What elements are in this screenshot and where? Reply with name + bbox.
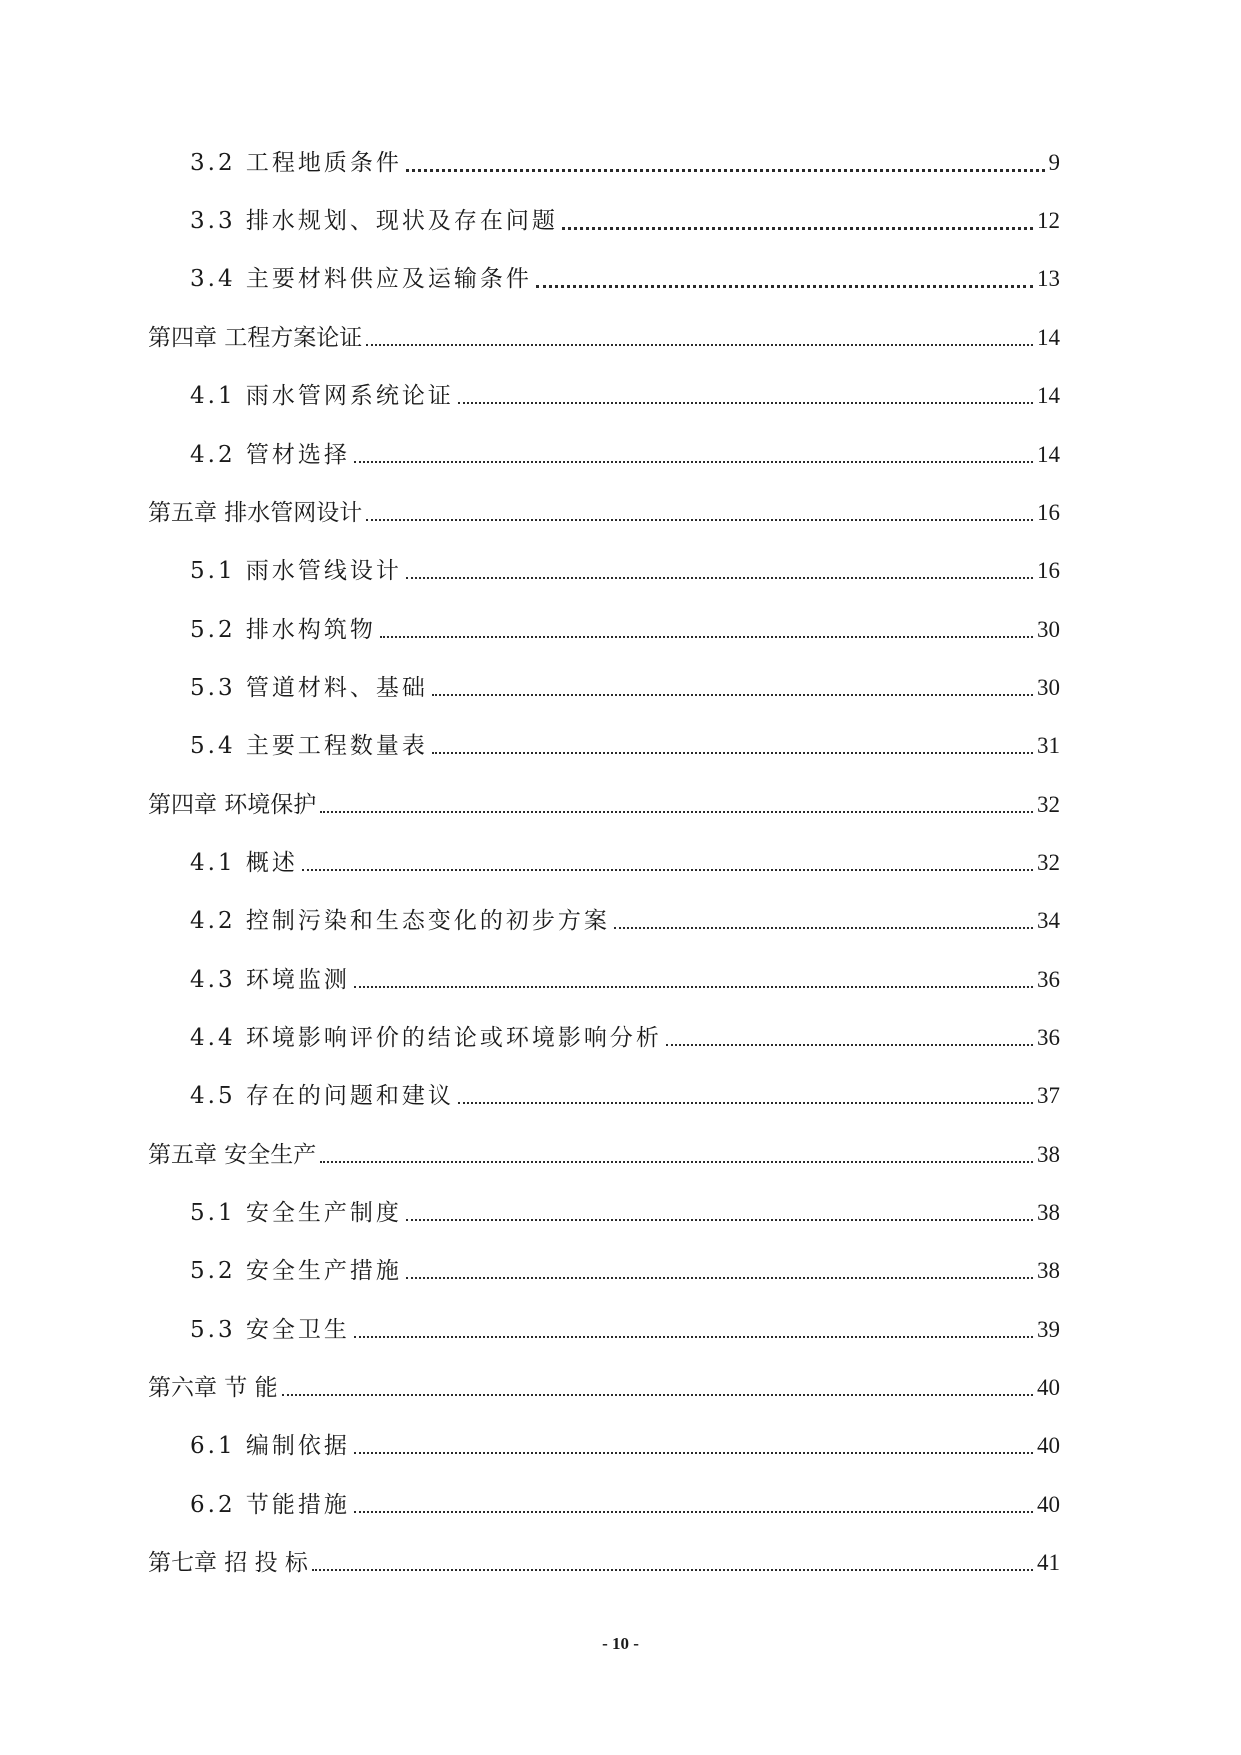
toc-chapter-label: 第四章 环境保护: [148, 792, 317, 818]
toc-entry[interactable]: [190, 605, 1060, 645]
dot-leader: [366, 518, 1033, 521]
toc-chapter[interactable]: [148, 1538, 1060, 1578]
toc-entry-page: 30: [1037, 675, 1060, 700]
toc-entry-page: 9: [1048, 150, 1060, 175]
dot-leader: [302, 868, 1033, 871]
toc-entry[interactable]: [190, 663, 1060, 703]
toc-entry-label: 4.4 环境影响评价的结论或环境影响分析: [190, 1025, 662, 1051]
toc-entry[interactable]: [190, 955, 1060, 995]
dot-leader: [406, 1218, 1033, 1221]
dot-leader: [366, 343, 1033, 346]
toc-entry-label: 4.5 存在的问题和建议: [190, 1083, 454, 1109]
toc-entry-label: 5.1 雨水管线设计: [190, 558, 402, 584]
toc-entry[interactable]: [190, 546, 1060, 586]
toc-chapter[interactable]: [148, 313, 1060, 353]
toc-chapter-page: 16: [1037, 500, 1060, 525]
dot-leader: [354, 1510, 1033, 1513]
toc-chapter-page: 32: [1037, 792, 1060, 817]
dot-leader: [666, 1043, 1033, 1046]
toc-entry-page: 37: [1037, 1083, 1060, 1108]
toc-entry-page: 38: [1037, 1200, 1060, 1225]
dot-leader: [406, 576, 1033, 579]
dot-leader: [354, 1335, 1033, 1338]
toc-entry[interactable]: [190, 1305, 1060, 1345]
toc-entry-label: 5.3 管道材料、基础: [190, 675, 428, 701]
toc-entry-label: 4.3 环境监测: [190, 967, 350, 993]
page-number: - 10 -: [602, 1634, 639, 1653]
toc-entry-page: 32: [1037, 850, 1060, 875]
toc-entry-label: 5.1 安全生产制度: [190, 1200, 402, 1226]
toc-chapter[interactable]: [148, 1363, 1060, 1403]
dot-leader: [312, 1568, 1033, 1571]
dot-leader: [380, 635, 1033, 638]
toc-entry-page: 40: [1037, 1492, 1060, 1517]
toc-entry[interactable]: [190, 196, 1060, 236]
toc-entry[interactable]: [190, 138, 1060, 178]
toc-chapter[interactable]: [148, 488, 1060, 528]
toc-entry-label: 3.3 排水规划、现状及存在问题: [190, 208, 558, 234]
toc-entry-page: 16: [1037, 558, 1060, 583]
toc-entry-page: 12: [1037, 208, 1060, 233]
toc-chapter-label: 第四章 工程方案论证: [148, 325, 363, 351]
toc-entry-page: 31: [1037, 733, 1060, 758]
dot-leader: [432, 751, 1033, 754]
toc-entry-page: 14: [1037, 442, 1060, 467]
toc-entry[interactable]: [190, 721, 1060, 761]
toc-chapter-label: 第五章 排水管网设计: [148, 500, 363, 526]
toc-entry-page: 36: [1037, 1025, 1060, 1050]
dot-leader: [458, 1101, 1033, 1104]
toc-entry[interactable]: [190, 838, 1060, 878]
dot-leader: [458, 401, 1033, 404]
toc-chapter-page: 41: [1037, 1550, 1060, 1575]
dot-leader: [354, 1451, 1033, 1454]
toc-chapter[interactable]: [148, 1130, 1060, 1170]
dot-leader: [320, 810, 1033, 813]
toc-entry-page: 36: [1037, 967, 1060, 992]
toc-entry-page: 34: [1037, 908, 1060, 933]
toc-entry-page: 39: [1037, 1317, 1060, 1342]
toc-chapter-label: 第五章 安全生产: [148, 1142, 317, 1168]
dot-leader: [614, 926, 1033, 929]
dot-leader: [562, 226, 1033, 230]
toc-entry[interactable]: [190, 1188, 1060, 1228]
dot-leader: [282, 1393, 1033, 1396]
toc-chapter-page: 40: [1037, 1375, 1060, 1400]
toc-entry[interactable]: [190, 1013, 1060, 1053]
toc-entry-label: 5.4 主要工程数量表: [190, 733, 428, 759]
toc-entry-label: 4.1 雨水管网系统论证: [190, 383, 454, 409]
toc-chapter-page: 14: [1037, 325, 1060, 350]
toc-entry-label: 5.2 安全生产措施: [190, 1258, 402, 1284]
toc-entry[interactable]: [190, 254, 1060, 294]
dot-leader: [536, 284, 1033, 288]
dot-leader: [406, 168, 1045, 172]
toc-entry-page: 38: [1037, 1258, 1060, 1283]
toc-entry[interactable]: [190, 1480, 1060, 1520]
toc-entry-label: 4.2 管材选择: [190, 442, 350, 468]
toc-entry[interactable]: [190, 371, 1060, 411]
toc-entry-page: 30: [1037, 617, 1060, 642]
toc-entry[interactable]: [190, 430, 1060, 470]
toc-entry-page: 40: [1037, 1433, 1060, 1458]
toc-entry-label: 5.2 排水构筑物: [190, 617, 376, 643]
toc-chapter-label: 第七章 招 投 标: [148, 1550, 308, 1576]
toc-entry[interactable]: [190, 1246, 1060, 1286]
toc-entry-label: 6.1 编制依据: [190, 1433, 350, 1459]
toc-entry-label: 3.4 主要材料供应及运输条件: [190, 266, 532, 292]
toc-entry[interactable]: [190, 896, 1060, 936]
toc-entry[interactable]: [190, 1071, 1060, 1111]
dot-leader: [354, 460, 1033, 463]
toc-chapter-page: 38: [1037, 1142, 1060, 1167]
dot-leader: [406, 1276, 1033, 1279]
toc-entry-label: 5.3 安全卫生: [190, 1317, 350, 1343]
toc-entry-label: 4.1 概述: [190, 850, 298, 876]
toc-chapter-label: 第六章 节 能: [148, 1375, 278, 1401]
toc-entry[interactable]: [190, 1421, 1060, 1461]
dot-leader: [354, 985, 1033, 988]
toc-entry-label: 6.2 节能措施: [190, 1492, 350, 1518]
dot-leader: [432, 693, 1033, 696]
toc-entry-page: 14: [1037, 383, 1060, 408]
dot-leader: [320, 1160, 1033, 1163]
toc-entry-page: 13: [1037, 266, 1060, 291]
toc-entry-label: 4.2 控制污染和生态变化的初步方案: [190, 908, 610, 934]
toc-chapter[interactable]: [148, 780, 1060, 820]
toc-entry-label: 3.2 工程地质条件: [190, 150, 402, 176]
